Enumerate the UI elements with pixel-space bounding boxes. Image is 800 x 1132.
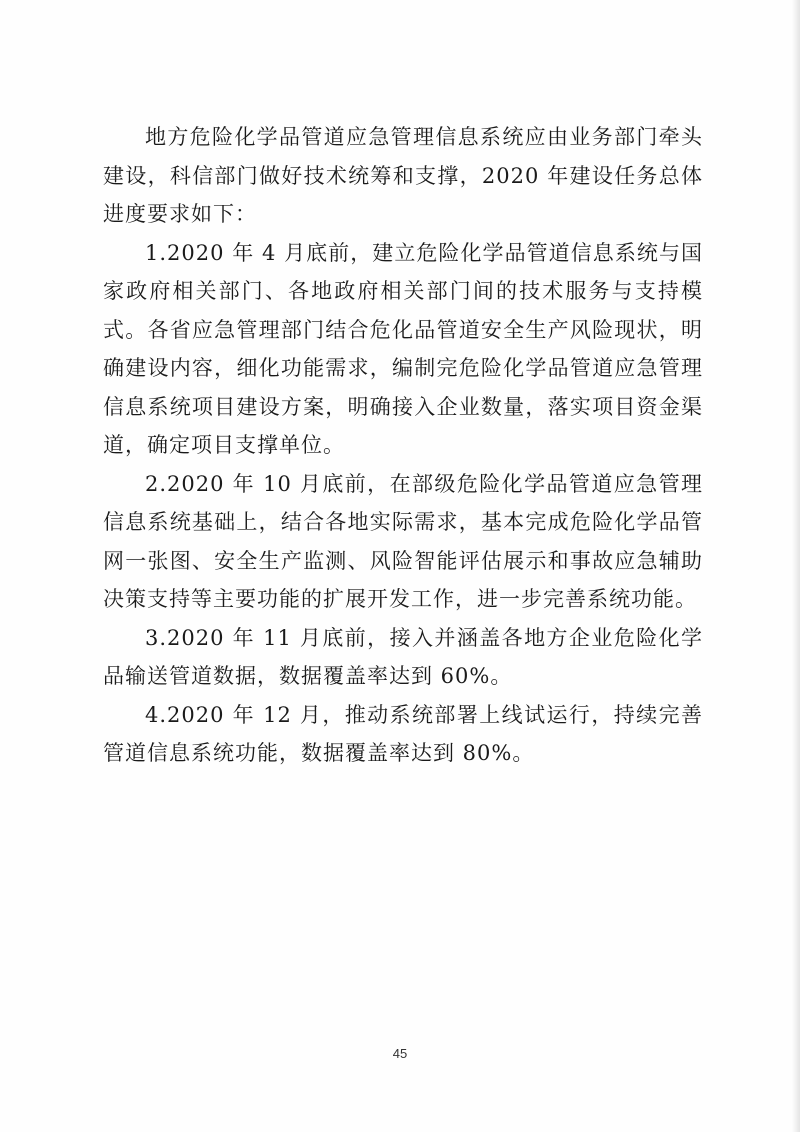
intro-paragraph: 地方危险化学品管道应急管理信息系统应由业务部门牵头建设，科信部门做好技术统筹和支撑，2020 年建设任务总体进度要求如下： <box>103 125 703 226</box>
task-item-1-paragraph: 1.2020 年 4 月底前，建立危险化学品管道信息系统与国家政府相关部门、各地政府相关部门间的技术服务与支持模式。各省应急管理部门结合危化品管道安全生产风险现状，明确建设内容，细化功能需求，编制完危险化学品管道应急管理信息系统项目建设方案，明确接入企业数量，落实项目资金渠道，确定项目支撑单位。 <box>103 240 703 457</box>
task-item-4-paragraph: 4.2020 年 12 月，推动系统部署上线试运行，持续完善管道信息系统功能，数据覆盖率达到 80%。 <box>103 702 703 765</box>
task-item-3-paragraph: 3.2020 年 11 月底前，接入并涵盖各地方企业危险化学品输送管道数据，数据覆盖率达到 60%。 <box>103 625 703 688</box>
task-item-2-paragraph: 2.2020 年 10 月底前，在部级危险化学品管道应急管理信息系统基础上，结合各地实际需求，基本完成危险化学品管网一张图、安全生产监测、风险智能评估展示和事故应急辅助决策支持等主要功能的扩展开发工作，进一步完善系统功能。 <box>103 471 703 611</box>
page-number: 45 <box>392 1046 408 1061</box>
document-body <box>103 118 703 773</box>
scan-edge-shadow <box>792 0 800 1132</box>
